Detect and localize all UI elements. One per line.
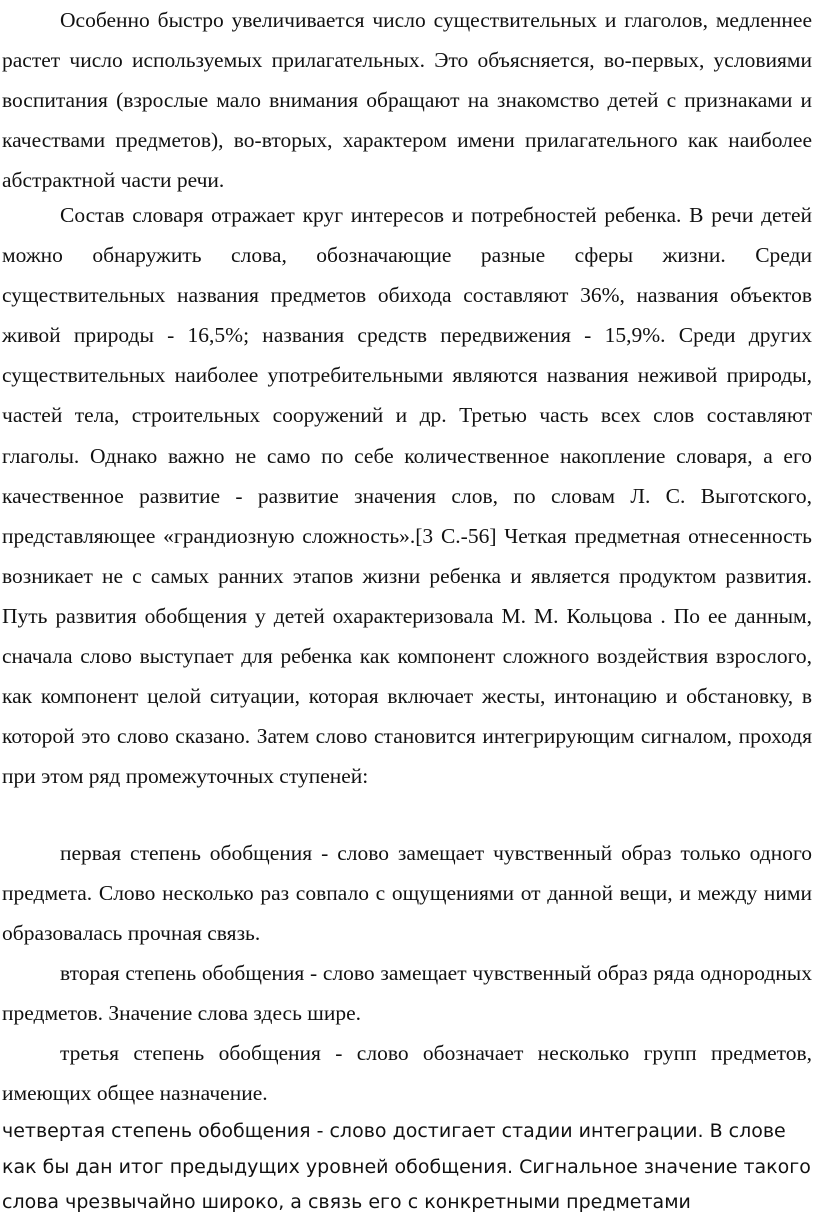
paragraph-4: вторая степень обобщения - слово замещает чувственный образ ряда однородных предметов. Значение слова здесь шире.: [2, 961, 812, 1026]
paragraph-6: четвертая степень обобщения - слово достигает стадии интеграции. В слове как бы дан итог предыдущих уровней обобщения. Сигнальное значение такого слова чрезвычайно широко, а связь его с конкретными предметами: [2, 1120, 811, 1213]
paragraph-2: Состав словаря отражает круг интересов и потребностей ребенка. В речи детей можно обнаружить слова, обозначающие разные сферы жизни. Среди существительных названия предметов обихода составляют 36%, названия объектов живой природы - 16,5%; названия средств передвижения - 15,9%. Среди других существительных наиболее употребительными являются названия неживой природы, частей тела, строительных сооружений и др. Третью часть всех слов составляют глаголы. Однако важно не само по себе количественное накопление словаря, а его качественное развитие - развитие значения слов, по словам Л. С. Выготского, представляющее «грандиозную сложность».[3 С.-56] Четкая предметная отнесенность возникает не с самых ранних этапов жизни ребенка и является продуктом развития. Путь развития обобщения у детей охарактеризовала М. М. Кольцова . По ее данным, сначала слово выступает для ребенка как компонент сложного воздействия взрослого, как компонент целой ситуации, которая включает жесты, интонацию и обстановку, в которой это слово сказано. Затем слово становится интегрирующим сигналом, проходя при этом ряд промежуточных ступеней:: [2, 203, 812, 789]
paragraph-3: первая степень обобщения - слово замещает чувственный образ только одного предмета. Слово несколько раз совпало с ощущениями от данной вещи, и между ними образовалась прочная связь.: [2, 841, 812, 946]
paragraph-5: третья степень обобщения - слово обозначает несколько групп предметов, имеющих общее назначение.: [2, 1041, 812, 1106]
paragraph-1: Особенно быстро увеличивается число существительных и глаголов, медленнее растет число используемых прилагательных. Это объясняется, во-первых, условиями воспитания (взрослые мало внимания обращают на знакомство детей с признаками и качествами предметов), во-вторых, характером имени прилагательного как наиболее абстрактной части речи.: [2, 8, 812, 193]
